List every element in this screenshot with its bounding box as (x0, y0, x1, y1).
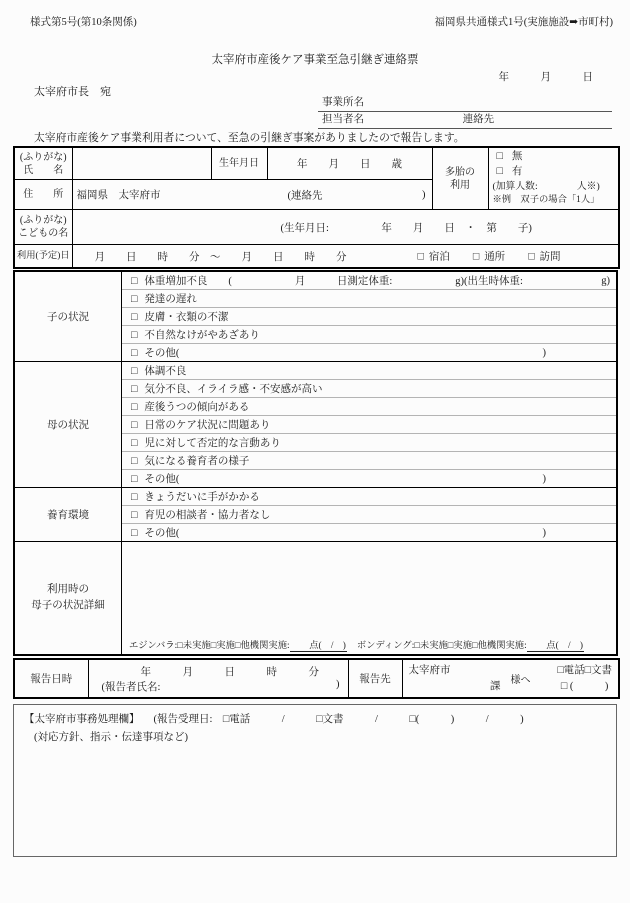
bonding-label: ボンディング:□未実施□実施□他機関実施: (356, 641, 527, 651)
furigana-label: (ふりがな) (19, 215, 67, 226)
response-policy-note: (対応方針、指示・伝達事項など) (34, 732, 188, 743)
section-label: 母の状況 (14, 362, 122, 488)
status-table (13, 270, 618, 656)
detail-label-line2: 母子の状況詳細 (31, 600, 105, 611)
checklist-item-label: 育児の相談者・協力者なし (144, 510, 271, 521)
checklist-item (122, 470, 618, 488)
checklist-item (122, 398, 618, 416)
report-datetime-blank: 年 月 日 時 分 (140, 666, 319, 678)
checklist-item (122, 326, 618, 344)
checklist-item (122, 290, 618, 308)
checklist-item-label: 気分不良、イライラ感・不安感が高い (144, 384, 323, 395)
report-table (13, 658, 620, 699)
checkbox-icon: □ (472, 251, 480, 263)
checkbox-icon: □ (131, 366, 138, 377)
checklist-item (122, 308, 618, 326)
name-label-cell (14, 147, 72, 180)
checklist-item (122, 524, 618, 542)
contact-label: 連絡先 (462, 114, 495, 125)
checklist-item (122, 416, 618, 434)
multiple-birth-options-cell (488, 147, 619, 210)
section-label: 養育環境 (14, 488, 122, 542)
name-blank-cell (72, 147, 211, 180)
multiple-birth-label-1: 多胎の (445, 166, 475, 178)
checkbox-icon: □ (417, 251, 424, 263)
epds-bonding-line (129, 637, 612, 651)
checklist-item-label: 児に対して否定的な言動あり (144, 438, 281, 449)
detail-label-line1: 利用時の (47, 584, 89, 596)
checkbox-icon: □ (131, 276, 138, 287)
epds-label: エジンバラ:□未実施□実施□他機関実施: (129, 641, 290, 651)
checklist-item (122, 344, 618, 362)
other-method-checkbox: □ ( ) (560, 680, 609, 692)
name-label: 氏 名 (23, 164, 64, 176)
twins-example-note: ※例 双子の場合「1人」 (492, 194, 600, 205)
reporter-name-open: (報告者氏名: (101, 681, 161, 693)
checklist-item-label: 産後うつの傾向がある (144, 402, 250, 413)
multiple-birth-option-none (493, 150, 615, 165)
detail-section-label (14, 542, 122, 656)
address-contact-open: (連絡先 (287, 190, 323, 201)
checkbox-icon: □ (496, 151, 503, 163)
checklist-item-label: その他( (144, 474, 180, 485)
use-type-label: 訪問 (539, 251, 561, 263)
checkbox-icon: □ (131, 456, 138, 467)
section-label: 子の状況 (14, 271, 122, 362)
address-contact-close: ) (422, 189, 426, 200)
checkbox-icon: □ (528, 251, 535, 263)
intro-sentence: 太宰府市産後ケア事業利用者について、至急の引継ぎ事案がありましたので報告します。 (34, 132, 465, 144)
checkbox-icon: □ (131, 348, 138, 359)
office-name-label: 事業所名 (322, 97, 364, 108)
use-type-option (528, 249, 560, 264)
destination-method-options (557, 663, 612, 693)
checkbox-icon: □ (496, 166, 503, 178)
checklist-item-label: 気になる養育者の様子 (144, 456, 250, 467)
use-datetime-blank: 月 日 時 分 〜 月 日 時 分 (94, 251, 347, 263)
use-type-label: 宿泊 (428, 251, 450, 263)
detail-row (14, 542, 617, 656)
additional-count-label: (加算人数: 人※) (492, 180, 600, 192)
checkbox-icon: □ (131, 528, 138, 539)
staff-name-label: 担当者名 (322, 114, 364, 125)
close-paren: ) (542, 473, 546, 484)
checklist-row (14, 362, 617, 380)
checklist-item-label: その他( (144, 348, 180, 359)
dob-blank-cell: 年 月 日 歳 (267, 147, 432, 180)
close-paren: ) (542, 527, 546, 538)
checklist-item-label: 体重増加不良 ( 月 日測定体重: g)(出生時体重: (144, 276, 523, 287)
report-datetime-cell (88, 659, 348, 698)
checklist-item-label: その他( (144, 528, 180, 539)
checkbox-icon: □ (131, 402, 138, 413)
checklist-item-label: 発達の遅れ (144, 294, 197, 305)
option-label: 無 (511, 151, 523, 163)
report-date-blank: 年 月 日 (498, 72, 593, 83)
office-name-line (318, 95, 612, 112)
use-date-blank-cell (72, 245, 619, 269)
reporter-name-line (89, 679, 348, 694)
user-info-table (13, 146, 620, 269)
form-number-right: 福岡県共通様式1号(実施施設➡市町村) (434, 17, 613, 28)
use-date-label-cell: 利用(予定)日 (14, 245, 72, 269)
checklist-item (122, 506, 618, 524)
checkbox-icon: □ (131, 294, 138, 305)
office-header-block (318, 95, 612, 129)
checklist-item-label: 体調不良 (144, 366, 187, 377)
destination-section: 課 (490, 680, 501, 692)
checklist-item (122, 271, 618, 290)
checklist-item (122, 434, 618, 452)
address-value-cell (72, 180, 432, 210)
option-label: 有 (511, 166, 523, 178)
page-title: 太宰府市産後ケア事業至急引継ぎ連絡票 (211, 54, 419, 66)
checkbox-icon: □ (131, 492, 138, 503)
epds-score-blank: 点( / ) (290, 641, 346, 651)
multiple-birth-label-cell (432, 147, 488, 210)
child-name-label-cell (14, 210, 72, 245)
multiple-birth-label-2: 利用 (450, 179, 470, 191)
address-prefix: 福岡県 太宰府市 (76, 190, 161, 201)
checklist-row (14, 488, 617, 506)
child-dob-blank-cell: (生年月日: 年 月 日 ・ 第 子) (72, 210, 619, 245)
checklist-item (122, 380, 618, 398)
report-destination-cell (402, 659, 619, 698)
addressee: 太宰府市長 宛 (34, 86, 111, 98)
use-type-option (473, 249, 505, 264)
form-number-left: 様式第5号(第10条関係) (30, 17, 137, 28)
checkbox-icon: □ (131, 330, 138, 341)
checklist-item (122, 452, 618, 470)
checkbox-icon: □ (131, 312, 138, 323)
address-label-cell: 住 所 (14, 180, 72, 210)
use-type-option (418, 249, 450, 264)
close-paren: ) (542, 347, 546, 358)
phone-doc-checkboxes: □電話□文書 (557, 665, 612, 677)
checkbox-icon: □ (131, 438, 138, 449)
checkbox-icon: □ (131, 420, 138, 431)
office-box-title: 【太宰府市事務処理欄】 (24, 714, 140, 725)
office-processing-box (13, 704, 617, 857)
checklist-item-label: 不自然なけがやあざあり (144, 330, 260, 341)
checkbox-icon: □ (131, 384, 138, 395)
furigana-label: (ふりがな) (19, 151, 67, 163)
checklist-item-label: 日常のケア状況に問題あり (144, 420, 271, 431)
checklist-item (122, 362, 618, 380)
close-paren: g) (601, 275, 610, 286)
checkbox-icon: □ (131, 510, 138, 521)
receipt-date-line: (報告受理日: □電話 / □文書 / □( ) / ) (153, 714, 524, 725)
use-type-label: 通所 (484, 251, 506, 263)
reporter-name-close: ) (336, 678, 340, 690)
child-name-label: こどもの名 (18, 228, 69, 239)
checklist-item-label: きょうだいに手がかかる (144, 492, 260, 503)
use-type-options (418, 249, 561, 264)
checkbox-icon: □ (131, 474, 138, 485)
destination-city: 太宰府市 (408, 665, 451, 677)
checklist-item (122, 488, 618, 506)
checklist-row (14, 271, 617, 290)
report-destination-label: 報告先 (348, 659, 402, 698)
dob-label-cell: 生年月日 (211, 147, 267, 180)
checklist-item-label: 皮膚・衣類の不潔 (144, 312, 229, 323)
staff-contact-line (318, 112, 612, 129)
detail-blank-cell (122, 542, 618, 656)
report-datetime-label: 報告日時 (14, 659, 88, 698)
destination-city-section (409, 663, 505, 693)
bonding-score-blank: 点( / ) (527, 641, 583, 651)
multiple-birth-option-yes (493, 165, 615, 180)
destination-to: 様へ (510, 675, 531, 686)
